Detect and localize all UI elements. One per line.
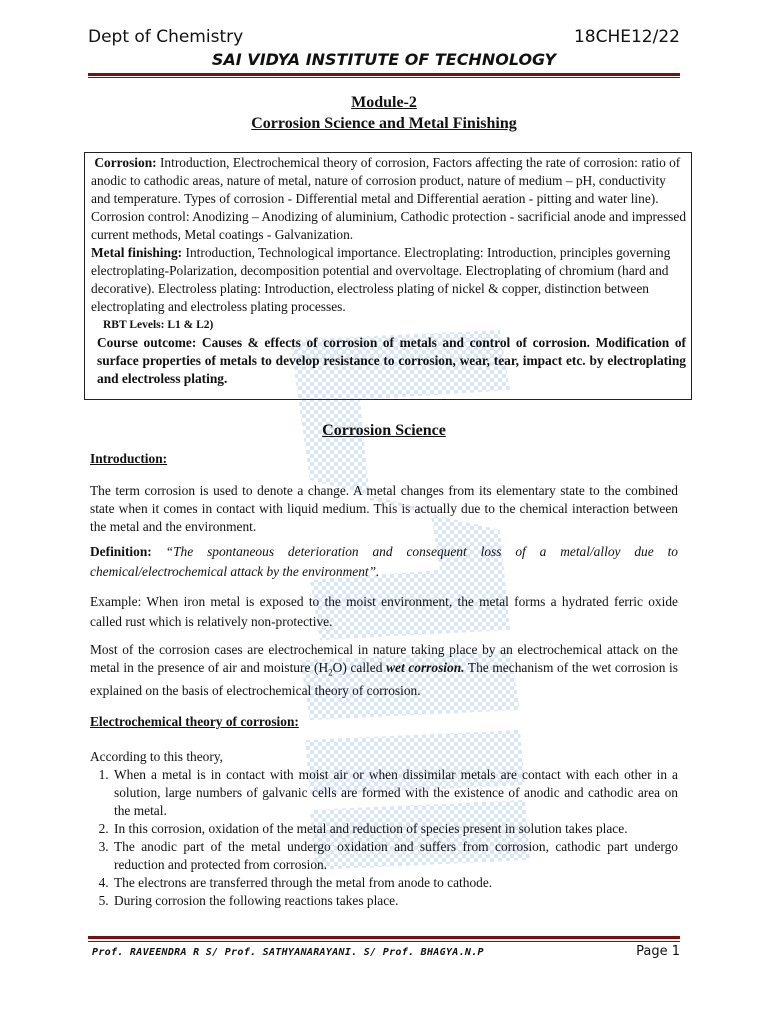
institute-name: SAI VIDYA INSTITUTE OF TECHNOLOGY — [211, 50, 557, 69]
module-title: Corrosion Science and Metal Finishing — [251, 115, 517, 132]
footer-rule — [88, 936, 680, 939]
metal-finishing-label: Metal finishing: — [91, 245, 183, 260]
department-name: Dept of Chemistry — [88, 27, 244, 47]
header-rule-thin — [88, 77, 680, 78]
intro-paragraph: The term corrosion is used to denote a change. A metal changes from its elementary state to the combined state when it comes in contact with liquid medium. This is actually due to the chemical interaction between the metal and the environment. — [90, 483, 678, 534]
list-item: 5. During corrosion the following reactions takes place. — [112, 892, 678, 910]
list-item: 3. The anodic part of the metal undergo oxidation and suffers from corrosion, cathodic part undergo reduction and protected from corrosion. — [112, 838, 678, 874]
syllabus-metal-finishing — [91, 244, 686, 316]
corrosion-label: Corrosion: — [94, 155, 157, 170]
theory-list — [90, 766, 678, 910]
wet-corrosion-paragraph: Most of the corrosion cases are electrochemical in nature taking place by an electrochemical attack on the metal in the presence of air and moisture $(H_2O)$ called wet corrosion. The mechanism of the wet corrosion is explained on the basis of electrochemical theory of corrosion. — [90, 642, 678, 698]
course-code: 18CHE12/22 — [573, 27, 680, 47]
module-number: Module-2 — [351, 94, 417, 111]
corrosion-text: Introduction, Electrochemical theory of corrosion, Factors affecting the rate of corrosion: ratio of anodic to cathodic areas, nature of metal, nature of corrosion product, nature of medium – pH, conductivity and temperature. Types of corrosion - Differential metal and Differential aeration - pitting and water line). Corrosion control: Anodizing – Anodizing of aluminium, Cathodic protection - sacrificial anode and impressed current methods, Metal coatings - Galvanization. — [91, 155, 687, 242]
list-item: 4. The electrons are transferred through the metal from anode to cathode. — [112, 874, 678, 892]
theory-section — [90, 748, 678, 910]
list-item: 2. In this corrosion, oxidation of the metal and reduction of species present in solution takes place. — [112, 820, 678, 838]
definition-text: “The spontaneous deterioration and consequent loss of a metal/alloy due to chemical/electrochemical attack by the environment”. — [90, 544, 678, 579]
page-number: Page 1 — [636, 944, 680, 959]
section-heading: Corrosion Science — [322, 422, 446, 439]
footer-authors: Prof. RAVEENDRA R S/ Prof. SATHYANARAYANI. S/ Prof. BHAGYA.N.P — [92, 947, 484, 958]
definition-label: Definition: — [90, 544, 152, 559]
syllabus-corrosion — [91, 154, 686, 244]
footer-rule-thin — [88, 941, 680, 942]
definition-paragraph — [90, 542, 678, 582]
wet-corrosion-term: wet corrosion. — [386, 660, 465, 675]
intro-heading: Introduction: — [90, 451, 168, 466]
page-footer — [92, 944, 680, 959]
list-item: 1. When a metal is in contact with moist air or when dissimilar metals are contact with each other in a solution, large numbers of galvanic cells are formed with the existence of anodic and cathodic area on the metal. — [112, 766, 678, 820]
example-paragraph: Example: When iron metal is exposed to the moist environment, the metal forms a hydrated ferric oxide called rust which is relatively non-protective. — [90, 594, 678, 629]
theory-heading: Electrochemical theory of corrosion: — [90, 714, 299, 729]
page-header — [88, 27, 680, 47]
rbt-levels: RBT Levels: L1 & L2) — [103, 319, 214, 331]
course-outcome: Course outcome: Causes & effects of corrosion of metals and control of corrosion. Modification of surface properties of metals to develop resistance to corrosion, wear, tear, impact etc. by electroplating and electroless plating. — [97, 335, 686, 386]
metal-finishing-text: Introduction, Technological importance. Electroplating: Introduction, principles governing electroplating-Polarization, decomposition potential and overvoltage. Electroplating of chromium (hard and decorative). Electroless plating: Introduction, electroless plating of nickel & copper, distinction between electroplating and electroless plating processes. — [91, 245, 671, 314]
header-rule — [88, 73, 680, 76]
syllabus-box — [84, 152, 692, 400]
theory-intro: According to this theory, — [90, 749, 224, 764]
